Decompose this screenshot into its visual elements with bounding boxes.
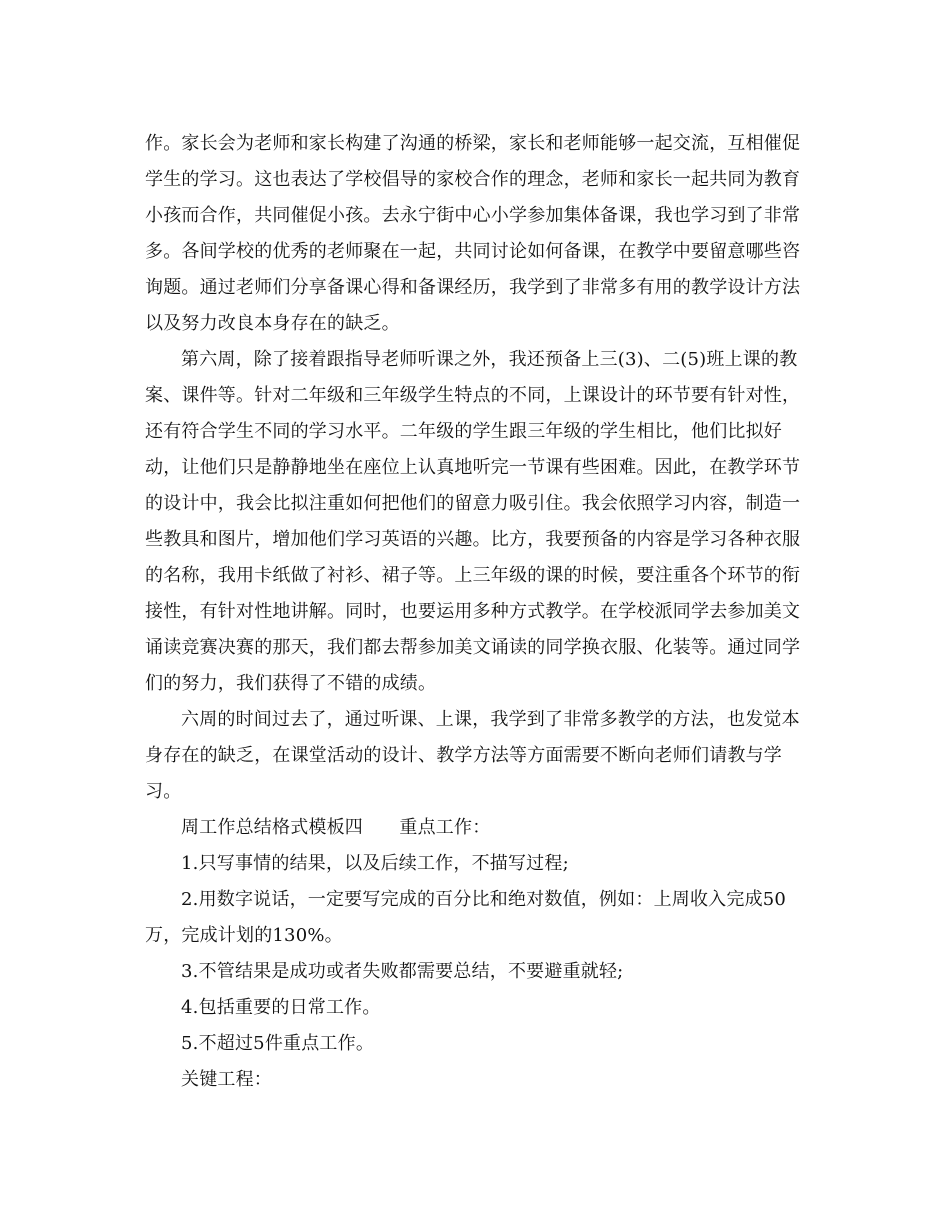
list-item-1: 1.只写事情的结果，以及后续工作，不描写过程; [181,853,569,874]
paragraph-six-weeks-summary: 六周的时间过去了，通过听课、上课，我学到了非常多教学的方法，也发觉本身存在的缺乏，在课堂活动的设计、教学方法等方面需要不断向老师们请教与学习。 [145,709,800,802]
section-heading-template-four: 周工作总结格式模板四 重点工作： [181,817,491,838]
paragraph-week-six: 第六周，除了接着跟指导老师听课之外，我还预备上三(3)、二(5)班上课的教案、课件等。针对二年级和三年级学生特点的不同，上课设计的环节要有针对性，还有符合学生不同的学习水平。二年级的学生跟三年级的学生相比，他们比拟好动，让他们只是静静地坐在座位上认真地听完一节课有些困难。因此，在教学环节的设计中，我会比拟注重如何把他们的留意力吸引住。我会依照学习内容，制造一些教具和图片，增加他们学习英语的兴趣。比方，我要预备的内容是学习各种衣服的名称，我用卡纸做了衬衫、裙子等。上三年级的课的时候，要注重各个环节的衔接性，有针对性地讲解。同时，也要运用多种方式教学。在学校派同学去参加美文诵读竞赛决赛的那天，我们都去帮参加美文诵读的同学换衣服、化装等。通过同学们的努力，我们获得了不错的成绩。 [145,349,801,694]
list-item-3: 3.不管结果是成功或者失败都需要总结，不要避重就轻; [181,961,624,982]
subheading-key-projects: 关键工程： [181,1069,272,1090]
list-item-2: 2.用数字说话，一定要写完成的百分比和绝对数值，例如：上周收入完成50万，完成计划的130%。 [145,889,787,946]
paragraph-continuation: 作。家长会为老师和家长构建了沟通的桥梁，家长和老师能够一起交流，互相催促学生的学习。这也表达了学校倡导的家校合作的理念，老师和家长一起共同为教育小孩而合作，共同催促小孩。去永宁街中心小学参加集体备课，我也学习到了非常多。各间学校的优秀的老师聚在一起，共同讨论如何备课，在教学中要留意哪些咨询题。通过老师们分享备课心得和备课经历，我学到了非常多有用的教学设计方法以及努力改良本身存在的缺乏。 [145,133,801,334]
list-item-5: 5.不超过5件重点工作。 [181,1033,375,1054]
list-item-4: 4.包括重要的日常工作。 [181,997,381,1018]
document-body [145,126,802,1098]
